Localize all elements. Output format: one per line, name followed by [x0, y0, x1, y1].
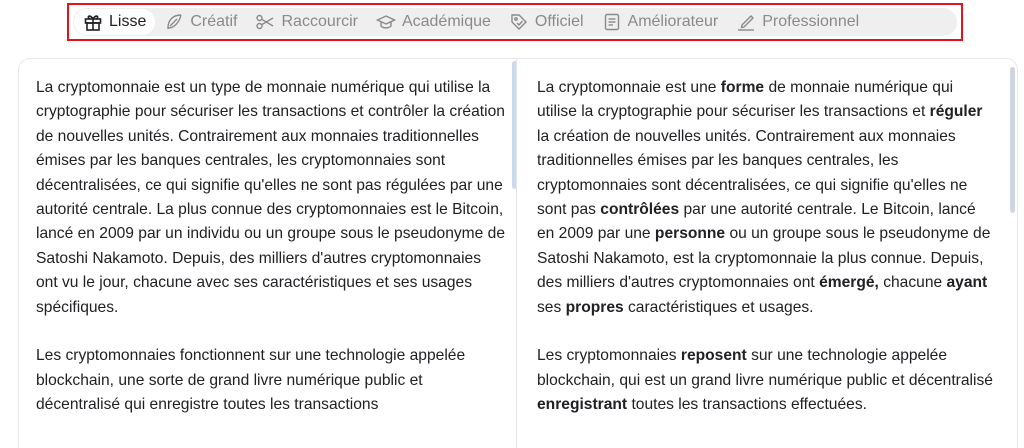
changed-word[interactable]: enregistrant [537, 396, 628, 414]
scissors-icon [255, 12, 275, 32]
pen-icon [736, 12, 756, 32]
mode-tab-raccourcir[interactable] [246, 9, 366, 35]
text-segment: par une autorité centrale. Le Bitcoin, lancé en 2009 par une [537, 201, 976, 243]
mode-tab-label: Créatif [190, 13, 238, 30]
mode-selector [73, 8, 957, 36]
comparison-panel [18, 58, 1018, 448]
mode-tab-label: Professionnel [762, 13, 860, 30]
graduation-cap-icon [376, 12, 396, 32]
text-segment: La cryptomonnaie est une [537, 79, 721, 96]
text-segment: ses [537, 298, 566, 316]
mode-tab-academique[interactable] [367, 9, 500, 35]
mode-tab-label: Raccourcir [281, 13, 358, 30]
mode-tab-lisse[interactable] [74, 9, 155, 35]
mode-tab-label: Lisse [109, 13, 147, 30]
mode-tab-professionnel[interactable] [727, 9, 868, 35]
pane-divider [516, 59, 517, 448]
changed-word[interactable]: propres [565, 298, 624, 316]
changed-word[interactable]: émergé, [819, 274, 879, 292]
text-segment: toutes les transactions effectuées. [627, 396, 867, 414]
text-segment: chacune [878, 274, 947, 292]
rewritten-text-pane[interactable] [537, 76, 997, 442]
mode-toolbar [67, 3, 963, 41]
changed-word[interactable]: personne [654, 225, 726, 243]
rewritten-scrollbar[interactable] [1010, 67, 1015, 213]
changed-word[interactable]: contrôlées [600, 201, 680, 219]
original-paragraph: La cryptomonnaie est un type de monnaie numérique qui utilise la cryptographie pour sécuriser les transactions et contrôler la création de nouvelles unités. Contrairement aux monnaies traditionnelles émises par les banques centrales, les cryptomonnaies sont décentralisées, ce qui signifie qu'elles ne sont pas régulées par une autorité centrale. La plus connue des cryptomonnaies est le Bitcoin, lancé en 2009 par un individu ou un groupe sous le pseudonyme de Satoshi Nakamoto. Depuis, des milliers d'autres cryptomonnaies ont vu le jour, chacune avec ses caractéristiques et ses usages spécifiques. [36, 79, 506, 316]
rewritten-paragraph [537, 344, 997, 417]
original-paragraph: Les cryptomonnaies fonctionnent sur une technologie appelée blockchain, une sorte de grand livre numérique public et décentralisé qui enregistre toutes les transactions [36, 347, 466, 414]
mode-tab-officiel[interactable] [500, 9, 593, 35]
mode-tab-creatif[interactable] [155, 9, 246, 35]
text-segment: de monnaie numérique qui utilise la cryptographie pour sécuriser les transactions et [537, 79, 954, 121]
text-segment: Les cryptomonnaies [537, 347, 681, 365]
changed-word[interactable]: forme [720, 79, 765, 96]
feather-icon [164, 12, 184, 32]
mode-tab-label: Officiel [534, 13, 584, 30]
badge-icon [509, 12, 529, 32]
mode-tab-ameliorateur[interactable] [593, 9, 728, 35]
document-icon [602, 12, 622, 32]
gift-icon [83, 12, 103, 32]
changed-word[interactable]: reposent [680, 347, 747, 365]
changed-word[interactable]: réguler [929, 103, 983, 121]
changed-word[interactable]: ayant [946, 274, 988, 292]
text-segment: la création de nouvelles unités. Contrairement aux monnaies traditionnelles émises par les banques centrales, les cryptomonnaies sont décentralisées, ce qui signifie qu'elles ne sont pas [537, 127, 968, 219]
rewritten-paragraph [537, 76, 997, 320]
text-segment: sur une technologie appelée blockchain, qui est un grand livre numérique public et décentralisé [537, 347, 993, 389]
mode-tab-label: Académique [401, 13, 491, 30]
mode-tab-label: Améliorateur [627, 13, 719, 30]
text-segment: caractéristiques et usages. [623, 298, 814, 316]
text-segment: ou un groupe sous le pseudonyme de Satoshi Nakamoto, est la cryptomonnaie la plus connue. Depuis, des milliers d'autres cryptomonnaies ont [537, 225, 991, 292]
original-text-pane[interactable] [36, 76, 506, 442]
